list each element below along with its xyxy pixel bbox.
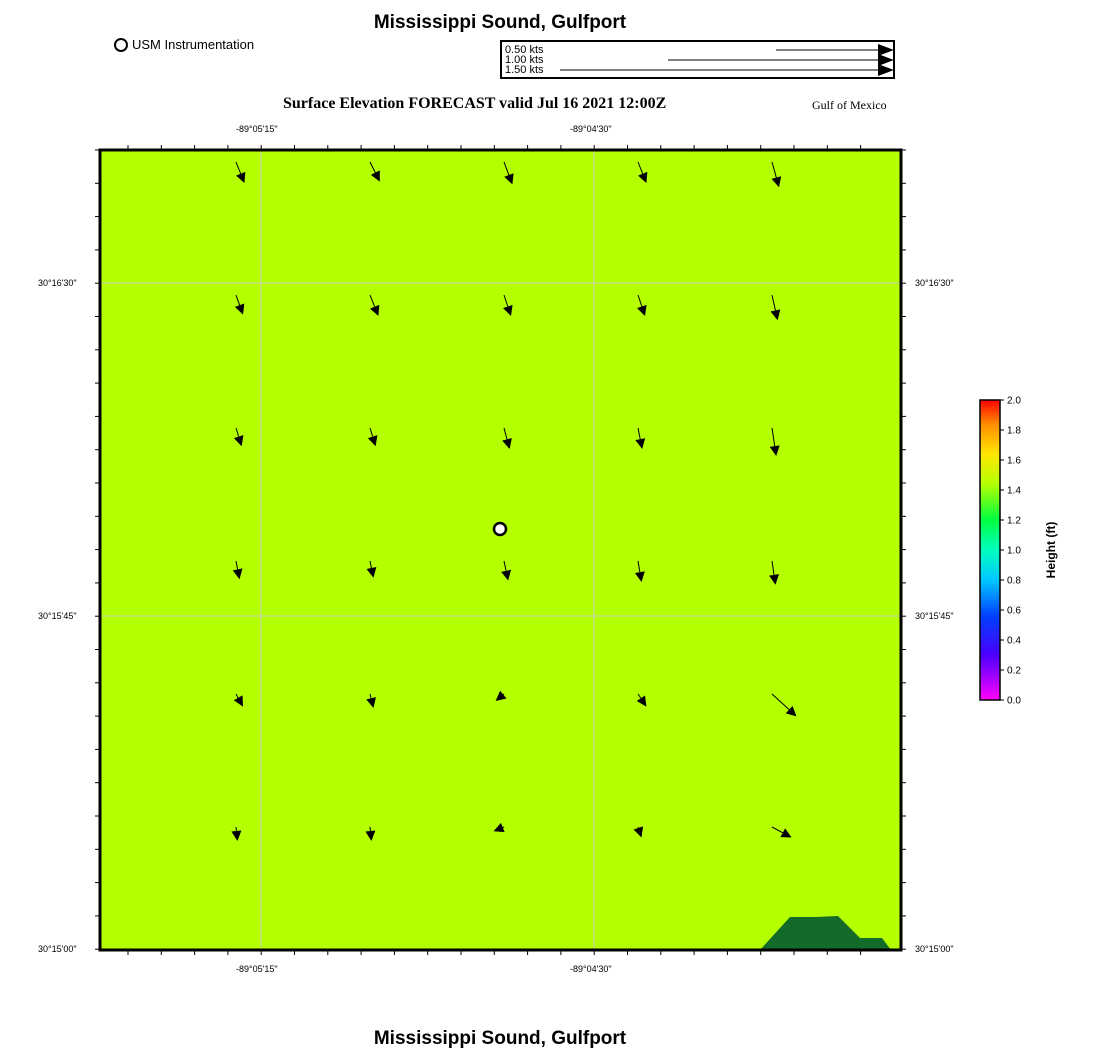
colorbar-label: Height (ft) [1044,521,1058,579]
speed-scale-label-0: 0.50 kts [505,44,544,56]
colorbar [975,395,1065,710]
colorbar-tick-label: 0.4 [1007,635,1021,647]
colorbar-ticks [1000,396,1021,707]
speed-scale-label-2: 1.50 kts [505,64,544,76]
station-marker-icon [114,38,128,52]
colorbar-tick-label: 0.6 [1007,605,1021,617]
lon-label-top-1: -89°05'15" [236,124,278,134]
lon-label-bottom-2: -89°04'30" [570,964,612,974]
speed-scale [500,40,896,80]
colorbar-tick-label: 1.6 [1007,455,1021,467]
footer-title: Mississippi Sound, Gulfport [373,1028,627,1049]
lat-label-left-1: 30°16'30" [38,278,77,288]
page-title: Mississippi Sound, Gulfport [373,12,627,33]
colorbar-tick-label: 1.8 [1007,425,1021,437]
lon-label-bottom-1: -89°05'15" [236,964,278,974]
colorbar-tick-label: 1.4 [1007,485,1021,497]
lon-label-top-2: -89°04'30" [570,124,612,134]
station-legend-label: USM Instrumentation [132,37,255,52]
colorbar-tick-label: 0.8 [1007,575,1021,587]
lat-label-left-2: 30°15'45" [38,611,77,621]
usm-station-marker[interactable] [494,523,506,535]
forecast-subtitle: Surface Elevation FORECAST valid Jul 16 2021 12:00Z [283,95,667,112]
lat-label-right-2: 30°15'45" [915,611,954,621]
colorbar-gradient [980,400,1000,700]
colorbar-tick-label: 1.2 [1007,515,1021,527]
speed-scale-label-1: 1.00 kts [505,54,544,66]
colorbar-tick-label: 2.0 [1007,395,1021,407]
station-legend [114,37,254,52]
lat-label-right-1: 30°16'30" [915,278,954,288]
map [90,140,910,960]
colorbar-tick-label: 0.2 [1007,665,1021,677]
lat-label-left-3: 30°15'00" [38,944,77,954]
colorbar-tick-label: 1.0 [1007,545,1021,557]
region-label: Gulf of Mexico [812,98,887,112]
colorbar-tick-label: 0.0 [1007,695,1021,707]
lat-label-right-3: 30°15'00" [915,944,954,954]
